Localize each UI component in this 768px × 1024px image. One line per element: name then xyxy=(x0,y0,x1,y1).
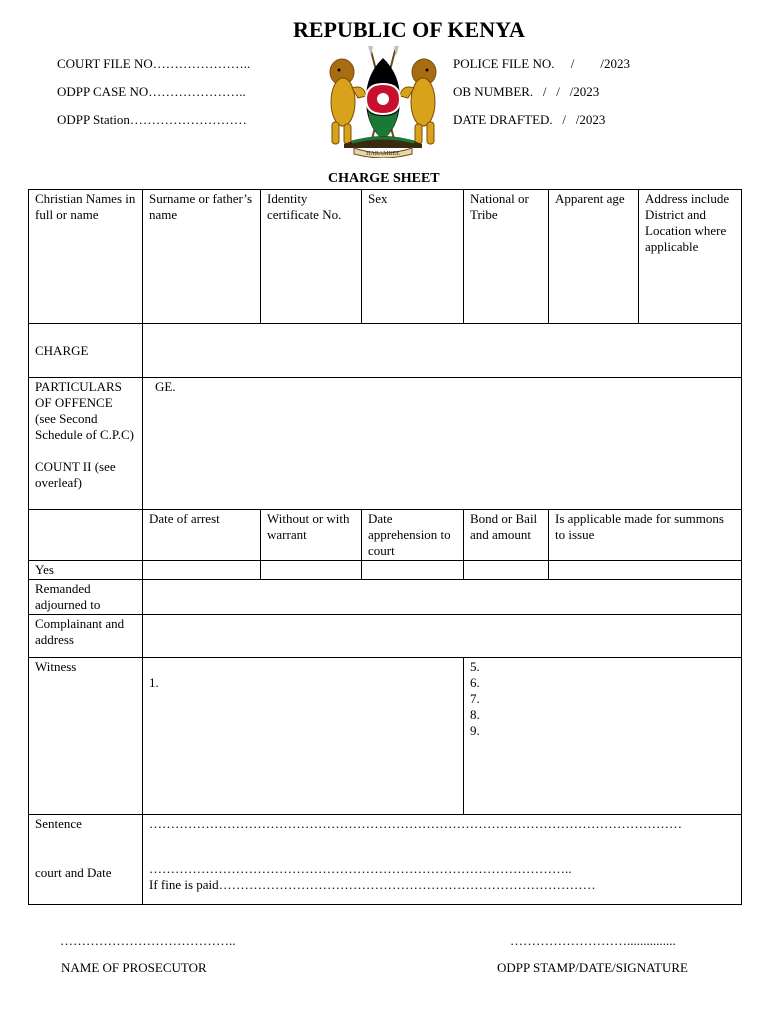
particulars-label: PARTICULARS OF OFFENCE (see Second Schedule of C.P.C) xyxy=(35,379,134,442)
witness-9-label: 9. xyxy=(470,723,480,738)
odpp-stamp-line: ………………………............... xyxy=(510,933,676,948)
witness-right-cell[interactable] xyxy=(464,658,742,815)
particulars-cell xyxy=(29,378,143,510)
complainant-field[interactable] xyxy=(143,615,742,658)
charge-row xyxy=(29,324,742,378)
col-date-of-arrest: Date of arrest xyxy=(143,510,261,561)
court-file-no: COURT FILE NO………………….. xyxy=(57,56,251,71)
sentence-label: Sentence xyxy=(35,816,82,831)
yes-label: Yes xyxy=(29,561,143,580)
col-christian-names: Christian Names in full or name xyxy=(29,190,143,324)
accused-details-row xyxy=(29,190,742,324)
remanded-row xyxy=(29,580,742,615)
complainant-row xyxy=(29,615,742,658)
kenya-coat-of-arms-emblem xyxy=(324,44,442,158)
witness-8-label: 8. xyxy=(470,707,480,722)
ob-number: OB NUMBER. / / /2023 xyxy=(453,84,600,99)
witness-left-cell[interactable] xyxy=(143,658,464,815)
witness-row xyxy=(29,658,742,815)
col-address: Address include District and Location where applicable xyxy=(639,190,742,324)
sentence-dotted-line-2: …………………………………………………………………………………….. xyxy=(149,861,572,876)
fine-paid-line: If fine is paid…………………………………………………………………………… xyxy=(149,877,596,892)
particulars-value[interactable]: GE. xyxy=(143,378,742,510)
remanded-label: Remanded adjourned to xyxy=(29,580,143,615)
police-file-no: POLICE FILE NO. / /2023 xyxy=(453,56,630,71)
page-title: REPUBLIC OF KENYA xyxy=(293,17,525,42)
arrest-blank-cell xyxy=(29,510,143,561)
sentence-dotted-line-1: …………………………………………………………………………………………………………… xyxy=(149,816,682,831)
arrest-header-row xyxy=(29,510,742,561)
witness-7-label: 7. xyxy=(470,691,480,706)
date-of-arrest-field[interactable] xyxy=(143,561,261,580)
complainant-label: Complainant and address xyxy=(29,615,143,658)
summons-field[interactable] xyxy=(549,561,742,580)
warrant-field[interactable] xyxy=(261,561,362,580)
col-warrant: Without or with warrant xyxy=(261,510,362,561)
sentence-row xyxy=(29,815,742,905)
col-bond-bail: Bond or Bail and amount xyxy=(464,510,549,561)
odpp-station: ODPP Station……………………… xyxy=(57,112,247,127)
witness-6-label: 6. xyxy=(470,675,480,690)
col-date-apprehension: Date apprehension to court xyxy=(362,510,464,561)
col-identity-certificate: Identity certificate No. xyxy=(261,190,362,324)
charge-sheet-table xyxy=(28,189,742,905)
bond-bail-field[interactable] xyxy=(464,561,549,580)
witness-5-label: 5. xyxy=(470,659,480,674)
prosecutor-signature-line: ………………………………….. xyxy=(60,933,236,948)
col-sex: Sex xyxy=(362,190,464,324)
date-drafted: DATE DRAFTED. / /2023 xyxy=(453,112,606,127)
count-ii-label: COUNT II (see overleaf) xyxy=(35,459,116,490)
charge-value-field[interactable] xyxy=(143,324,742,378)
sentence-value-cell[interactable] xyxy=(143,815,742,905)
odpp-stamp-label: ODPP STAMP/DATE/SIGNATURE xyxy=(497,960,688,975)
odpp-case-no: ODPP CASE NO………………….. xyxy=(57,84,246,99)
yes-row xyxy=(29,561,742,580)
col-summons: Is applicable made for summons to issue xyxy=(549,510,742,561)
date-apprehension-field[interactable] xyxy=(362,561,464,580)
col-surname: Surname or father’s name xyxy=(143,190,261,324)
charge-sheet-title: CHARGE SHEET xyxy=(328,171,440,186)
witness-1-label: 1. xyxy=(149,675,159,690)
charge-label: CHARGE xyxy=(29,324,143,378)
witness-label: Witness xyxy=(29,658,143,815)
prosecutor-name-label: NAME OF PROSECUTOR xyxy=(61,960,207,975)
emblem-motto-text: HARAMBEE xyxy=(366,151,400,157)
col-apparent-age: Apparent age xyxy=(549,190,639,324)
particulars-row xyxy=(29,378,742,510)
sentence-cell xyxy=(29,815,143,905)
col-national-tribe: National or Tribe xyxy=(464,190,549,324)
court-date-label: court and Date xyxy=(35,865,112,880)
remanded-field[interactable] xyxy=(143,580,742,615)
